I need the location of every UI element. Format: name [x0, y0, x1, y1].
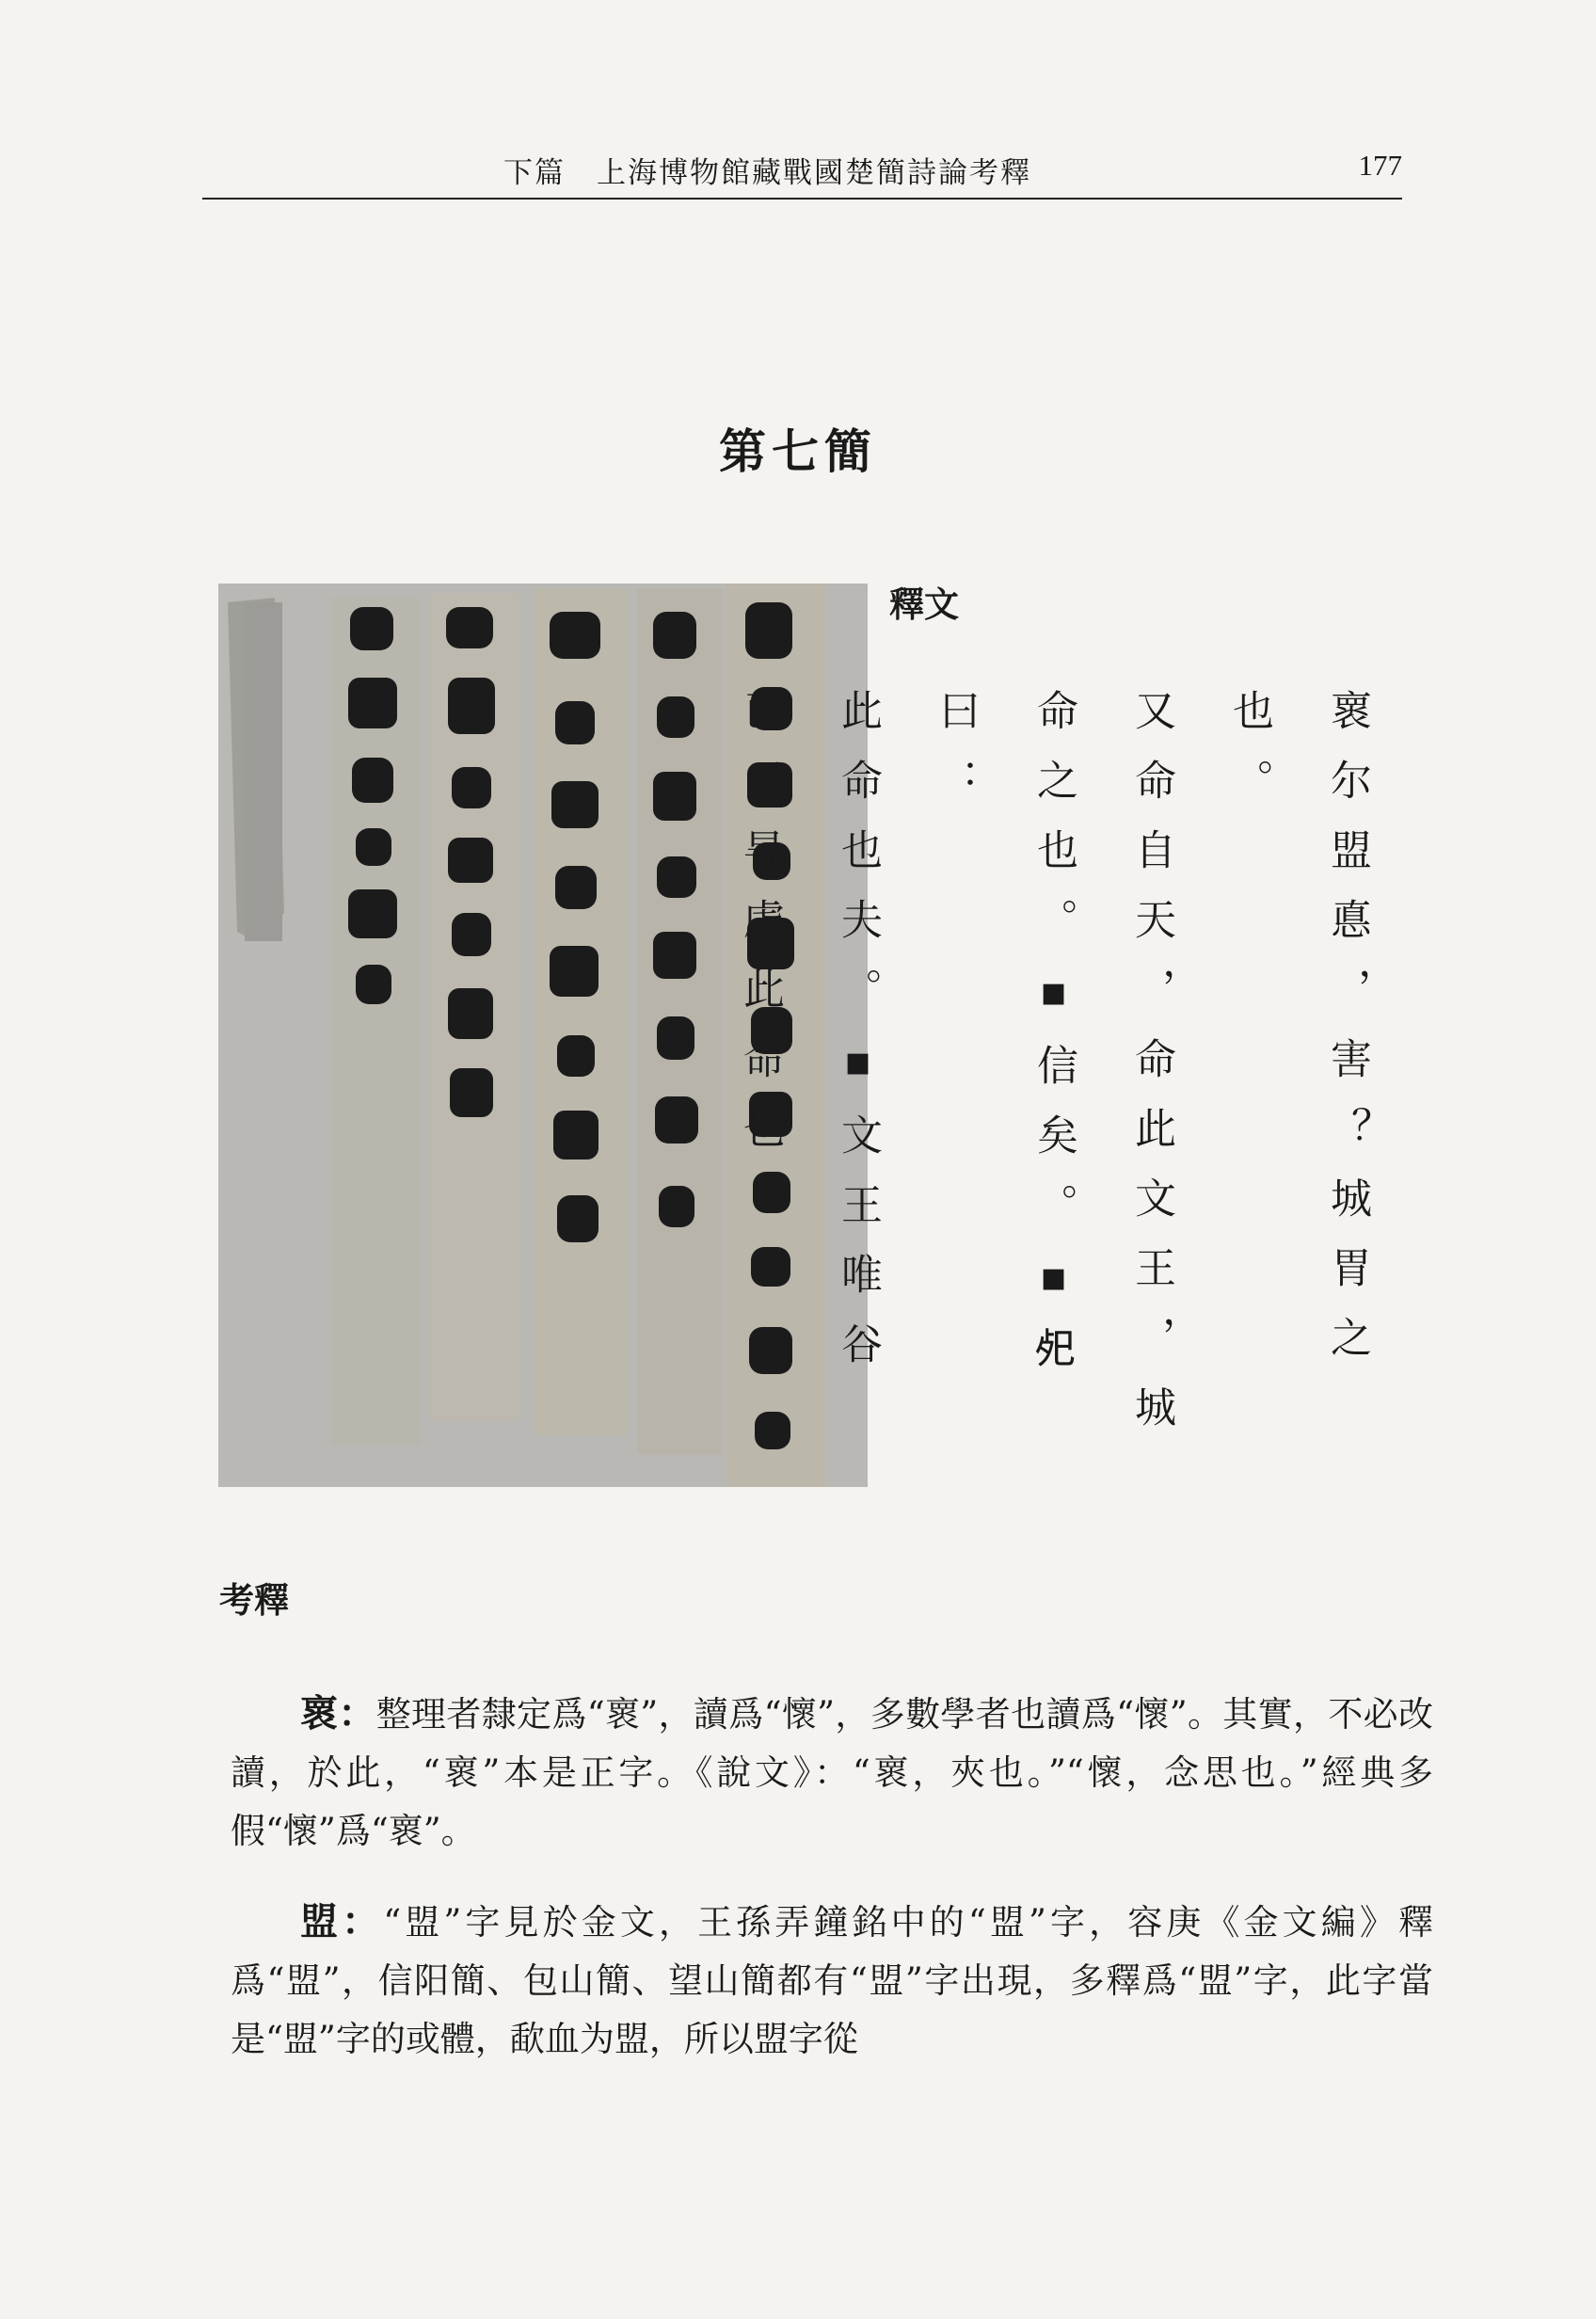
- transcription-column: 又命自天，命此文王，城: [1127, 689, 1175, 1455]
- entry-heading: 盟：: [300, 1900, 384, 1943]
- transcription-text: [710, 689, 1396, 1498]
- commentary-entry: [231, 1893, 1433, 2069]
- entry-text: “盟”字見於金文，王孫弄鐘銘中的“盟”字，容庚《金文編》釋爲“盟”，信阳簡、包山簡、望山簡都有“盟”字出現，多釋爲“盟”字，此字當是“盟”字的或體，歃血为盟，所以盟字從: [231, 1902, 1434, 2059]
- running-title: 下篇 上海博物館藏戰國楚簡詩論考釋: [503, 156, 1031, 190]
- transcription-column: 褱尔盟悳，害？城胃之也。: [1225, 689, 1371, 1385]
- entry-text: 整理者隸定爲“褱”，讀爲“懷”，多數學者也讀爲“懷”。其實，不必改讀，於此，“褱”本是正字。《說文》：“褱，夾也。”“懷，念思也。”經典多假“懷”爲“褱”。: [231, 1694, 1434, 1851]
- transcription-column: 已，㝵虘此命也。: [736, 689, 784, 1246]
- transcription-column: 命之也。▪信矣。▪𢀸曰：: [932, 689, 1077, 1399]
- commentary-body: [231, 1685, 1433, 2101]
- page-number: 177: [1358, 149, 1402, 182]
- entry-heading: 褱：: [300, 1692, 376, 1735]
- transcription-column: 此命也夫。▪文王唯谷: [834, 689, 882, 1392]
- commentary-label: 考釋: [219, 1580, 289, 1621]
- commentary-entry: [231, 1685, 1433, 1861]
- section-title: 第七簡: [719, 424, 877, 479]
- running-header: [202, 141, 1402, 200]
- transcription-label: 釋文: [889, 584, 959, 625]
